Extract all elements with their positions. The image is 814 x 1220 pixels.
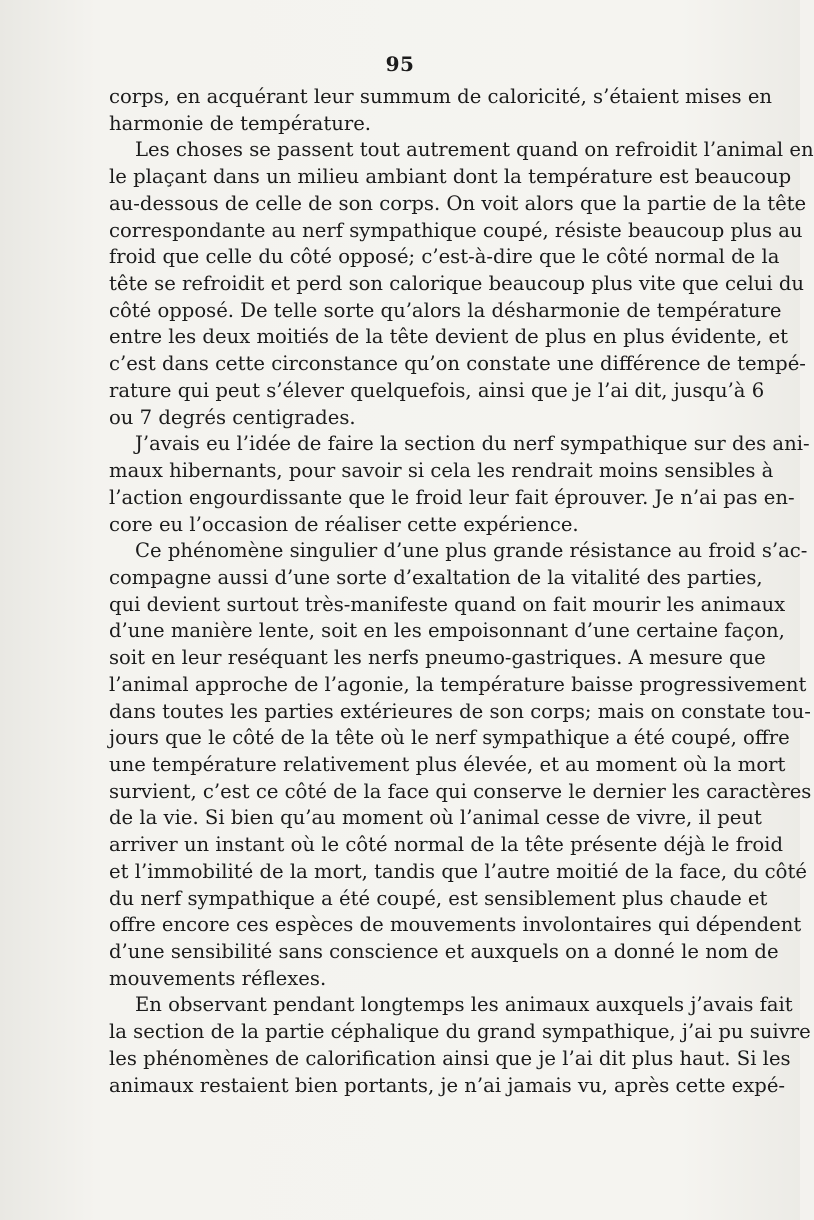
text-line: J’avais eu l’idée de faire la section du nerf sympathique sur des ani- [135, 432, 810, 456]
text-line: ou 7 degrés centigrades. [109, 405, 356, 429]
text-line: compagne aussi d’une sorte d’exaltation de la vitalité des parties, [109, 565, 763, 589]
text-line: animaux restaient bien portants, je n’ai jamais vu, après cette expé- [109, 1073, 786, 1097]
text-line: Les choses se passent tout autrement quand on refroidit l’animal en [135, 138, 814, 162]
text-line: entre les deux moitiés de la tête devient de plus en plus évidente, et [109, 325, 788, 349]
text-line: dans toutes les parties extérieures de son corps; mais on constate tou- [109, 699, 811, 723]
text-line: soit en leur reséquant les nerfs pneumo-gastriques. A mesure que [109, 646, 766, 670]
text-line: au-dessous de celle de son corps. On voit alors que la partie de la tête [109, 191, 807, 215]
text-line: d’une sensibilité sans conscience et auxquels on a donné le nom de [109, 940, 779, 963]
text-line: du nerf sympathique a été coupé, est sensiblement plus chaude et [109, 886, 768, 910]
text-line: mouvements réflexes. [109, 966, 327, 990]
text-line: c’est dans cette circonstance qu’on constate une différence de tempé- [109, 352, 806, 376]
text-line: les phénomènes de calorification ainsi que je l’ai dit plus haut. Si les [109, 1046, 791, 1070]
text-line: côté opposé. De telle sorte qu’alors la désharmonie de température [109, 298, 782, 322]
text-line: l’action engourdissante que le froid leur fait éprouver. Je n’ai pas en- [109, 485, 795, 509]
page-number: 95 [385, 52, 415, 76]
text-line: core eu l’occasion de réaliser cette expérience. [109, 512, 579, 536]
text-line: une température relativement plus élevée, et au moment où la mort [109, 752, 786, 776]
text-line: d’une manière lente, soit en les empoisonnant d’une certaine façon, [109, 619, 785, 643]
text-line: Ce phénomène singulier d’une plus grande résistance au froid s’ac- [135, 539, 808, 563]
text-line: l’animal approche de l’agonie, la température baisse progressivement [109, 672, 807, 696]
text-line: correspondante au nerf sympathique coupé, résiste beaucoup plus au [109, 218, 803, 242]
text-line: corps, en acquérant leur summum de caloricité, s’étaient mises en [109, 85, 773, 108]
text-line: maux hibernants, pour savoir si cela les rendrait moins sensibles à [109, 459, 774, 483]
text-line: En observant pendant longtemps les animaux auxquels j’avais fait [135, 993, 793, 1017]
text-line: offre encore ces espèces de mouvements involontaires qui dépendent [109, 913, 802, 937]
text-line: arriver un instant où le côté normal de la tête présente déjà le froid [109, 833, 783, 857]
page-body-text [109, 84, 814, 1099]
text-line: le plaçant dans un milieu ambiant dont la température est beaucoup [109, 165, 792, 189]
text-line: harmonie de température. [109, 111, 372, 135]
text-line: rature qui peut s’élever quelquefois, ainsi que je l’ai dit, jusqu’à 6 [109, 378, 765, 402]
text-line: froid que celle du côté opposé; c’est-à-dire que le côté normal de la [109, 245, 780, 269]
text-line: qui devient surtout très-manifeste quand on fait mourir les animaux [109, 592, 786, 616]
text-line: survient, c’est ce côté de la face qui conserve le dernier les caractères [109, 779, 812, 803]
text-line: la section de la partie céphalique du grand sympathique, j’ai pu suivre [109, 1020, 811, 1044]
text-line: et l’immobilité de la mort, tandis que l’autre moitié de la face, du côté [109, 859, 807, 883]
text-line: tête se refroidit et perd son calorique beaucoup plus vite que celui du [109, 272, 805, 296]
text-line: jours que le côté de la tête où le nerf sympathique a été coupé, offre [109, 726, 790, 750]
text-line: de la vie. Si bien qu’au moment où l’animal cesse de vivre, il peut [109, 806, 762, 830]
